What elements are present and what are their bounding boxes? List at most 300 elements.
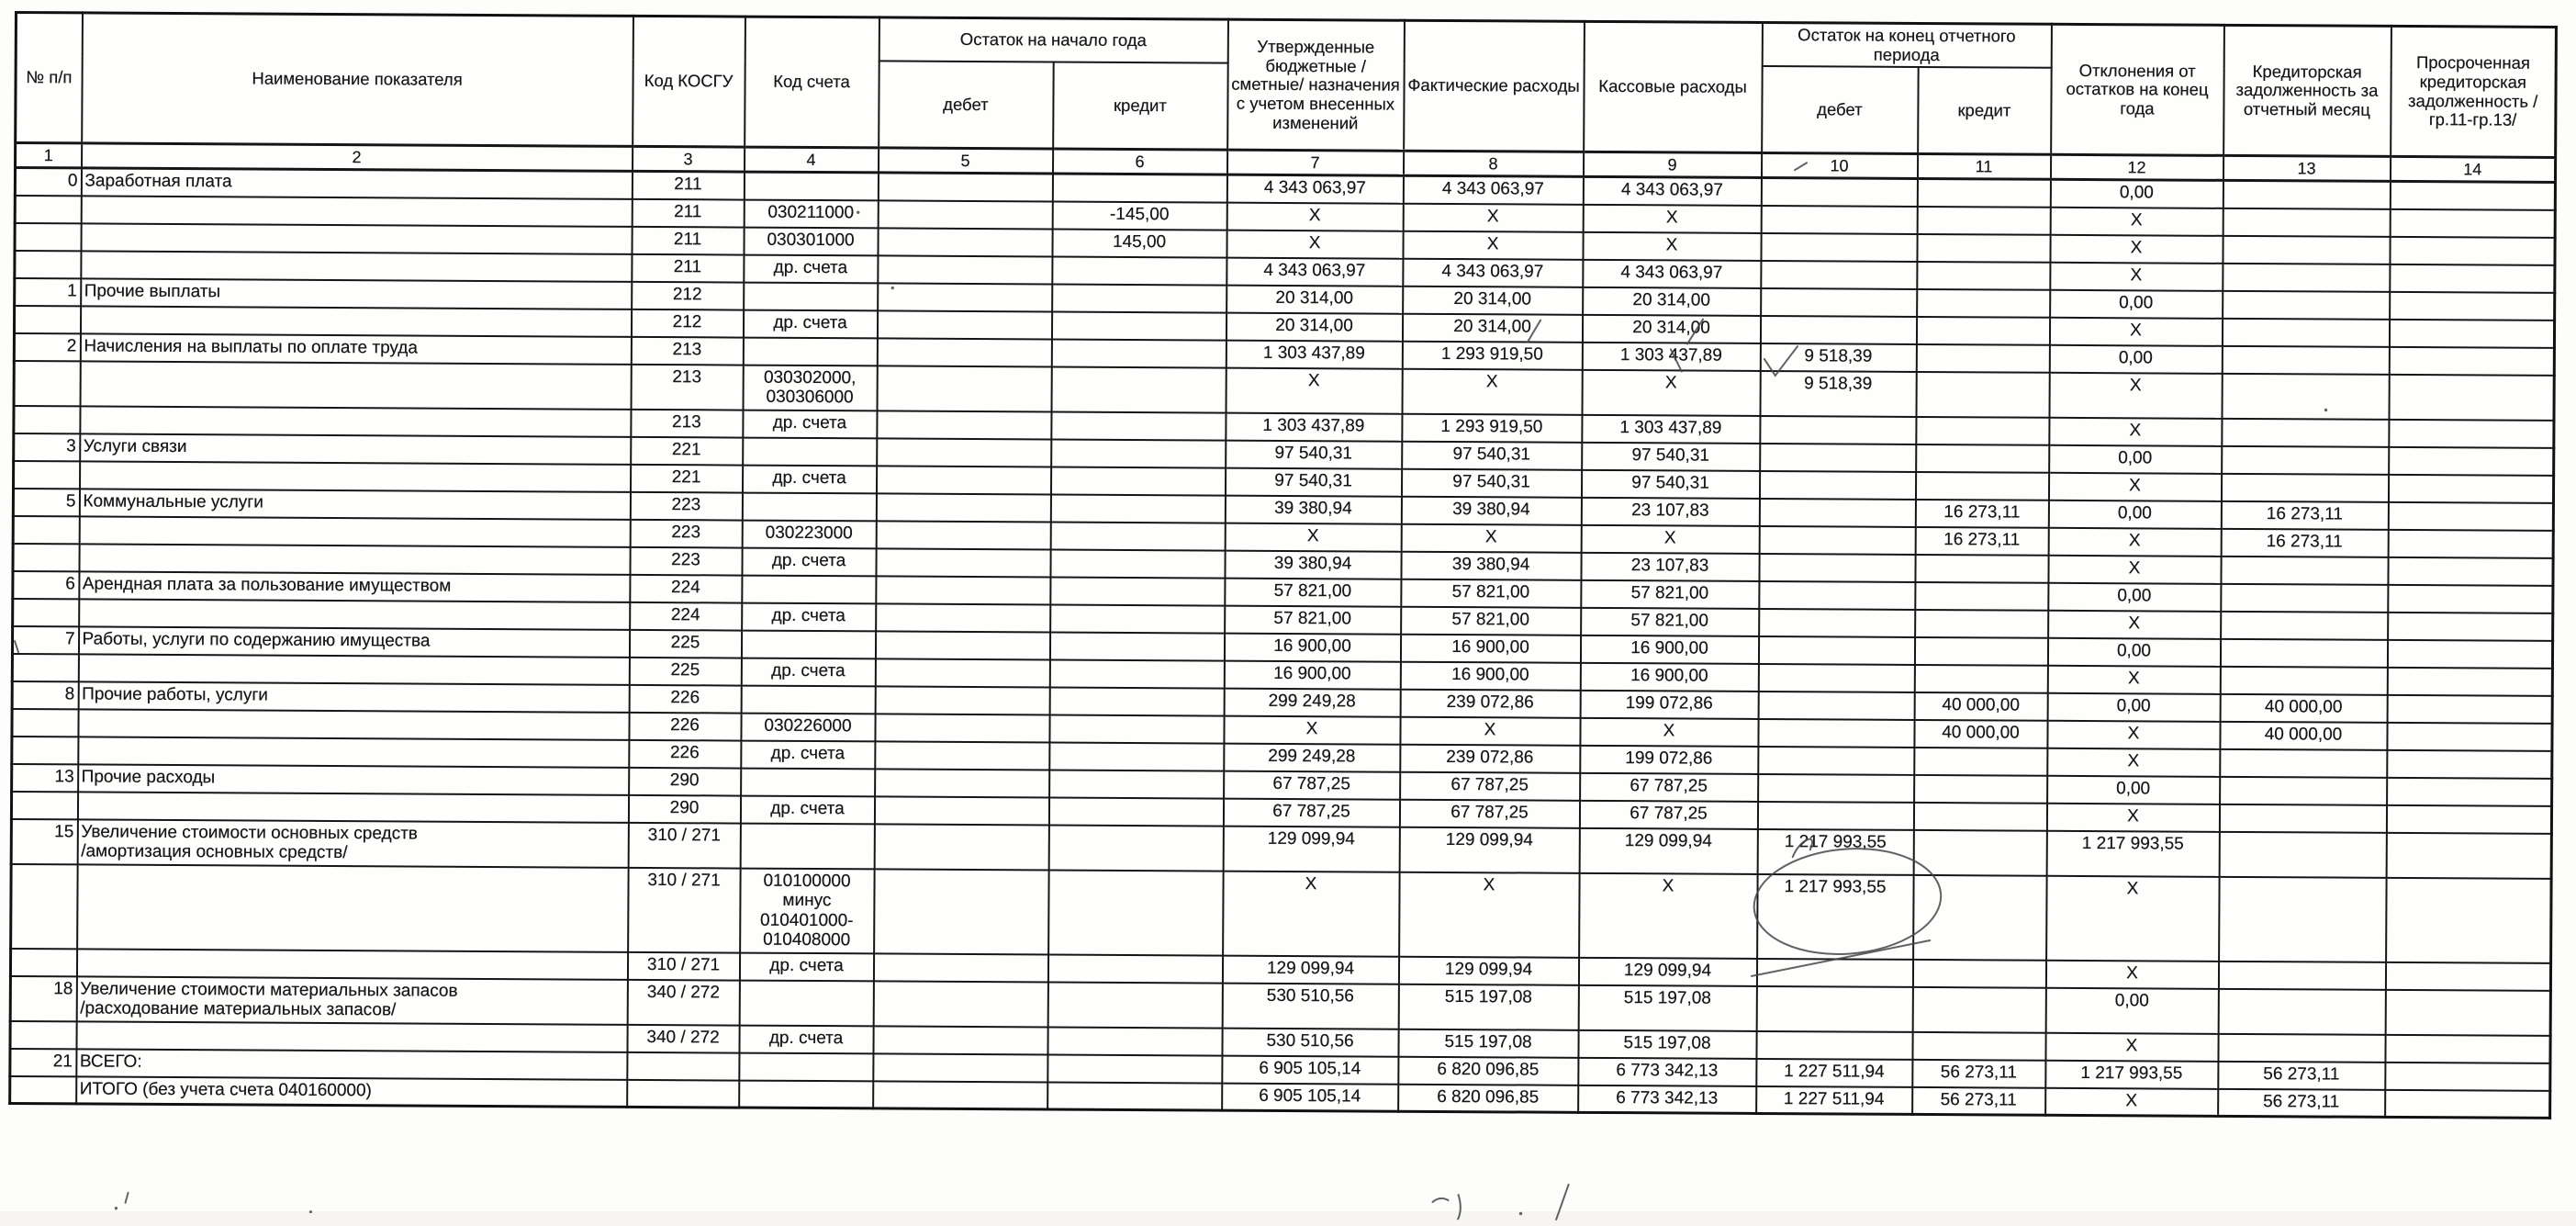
header-closing-debit: дебет [1762,66,1919,153]
cash-expenses: 67 787,25 [1579,801,1757,829]
indicator-name [76,949,627,979]
deviation-year-end: X [2050,235,2223,264]
overdue-creditor-debt [2388,530,2553,558]
cash-expenses: 16 900,00 [1580,635,1758,664]
row-number: 15 [11,819,77,864]
closing-debit [1758,774,1914,803]
creditor-debt-month [2219,804,2386,833]
approved-budget: X [1225,523,1401,551]
opening-debit [877,438,1051,467]
kosgu-code: 223 [630,520,742,548]
opening-credit [1051,439,1226,467]
table-row [11,864,2551,963]
creditor-debt-month: 40 000,00 [2220,722,2387,750]
indicator-name [80,461,631,491]
actual-expenses: 515 197,08 [1398,1029,1578,1057]
actual-expenses: 67 787,25 [1400,772,1580,801]
actual-expenses: 67 787,25 [1399,800,1579,828]
kosgu-code: 310 / 271 [627,952,739,981]
overdue-creditor-debt [2385,962,2550,991]
creditor-debt-month: 16 273,11 [2221,501,2388,530]
closing-credit [1915,610,2048,638]
closing-debit [1761,206,1917,234]
deviation-year-end: X [2045,960,2218,988]
opening-credit [1052,284,1226,312]
closing-credit [1916,444,2049,473]
row-number: 13 [12,764,78,792]
account-code: др. счета [739,952,873,981]
creditor-debt-month [2220,639,2387,668]
kosgu-code: 226 [629,685,741,714]
creditor-debt-month [2221,474,2388,502]
kosgu-code: 224 [630,575,742,603]
closing-debit: 9 518,39 [1760,371,1916,417]
row-number [10,1021,76,1049]
row-number: 0 [15,168,81,196]
kosgu-code: 212 [631,309,743,338]
account-code [739,1080,873,1108]
account-code: др. счета [743,310,877,339]
opening-debit [877,411,1051,439]
approved-budget: X [1226,368,1402,414]
account-code: 030301000 [744,228,878,256]
deviation-year-end: 1 217 993,55 [2046,831,2219,877]
deviation-year-end: X [2045,1087,2218,1116]
approved-budget: 4 343 063,97 [1226,175,1403,204]
kosgu-code: 212 [632,282,744,310]
approved-budget: 39 380,94 [1225,495,1401,523]
header-row-groups [16,13,2556,72]
opening-credit [1049,714,1224,743]
indicator-name [78,709,629,739]
closing-credit [1916,317,2049,345]
opening-credit [1049,659,1224,688]
indicator-name: Прочие выплаты [81,278,632,309]
opening-credit [1050,494,1225,523]
creditor-debt-month [2222,346,2389,375]
deviation-year-end: X [2047,666,2220,694]
kosgu-code: 211 [632,227,744,255]
actual-expenses: X [1401,524,1581,553]
deviation-year-end: 0,00 [2047,638,2220,667]
closing-credit [1912,987,2045,1033]
opening-debit [874,824,1048,870]
cash-expenses: 4 343 063,97 [1583,177,1761,206]
account-code [742,492,876,521]
closing-credit [1917,262,2050,290]
row-number [13,544,79,571]
cash-expenses: 20 314,00 [1582,315,1760,343]
opening-credit [1048,825,1223,871]
approved-budget: 299 249,28 [1224,743,1400,771]
closing-credit [1916,417,2049,445]
opening-credit [1050,467,1225,495]
closing-debit [1761,288,1917,317]
overdue-creditor-debt [2388,557,2553,586]
row-number: 8 [12,681,78,709]
column-number: 8 [1403,152,1583,177]
kosgu-code: 225 [629,658,741,686]
cash-expenses: X [1583,205,1761,233]
opening-debit [876,548,1050,577]
kosgu-code: 213 [631,410,743,438]
row-number [10,1076,76,1104]
closing-debit [1759,526,1915,555]
approved-budget: 39 380,94 [1225,550,1401,579]
opening-debit [877,338,1051,366]
account-code: др. счета [744,255,878,284]
creditor-debt-month [2223,291,2390,320]
cash-expenses: 57 821,00 [1581,580,1759,609]
closing-credit: 40 000,00 [1914,692,2047,721]
indicator-name [80,306,631,336]
approved-budget: 16 900,00 [1224,633,1400,661]
kosgu-code: 340 / 272 [627,1024,739,1052]
overdue-creditor-debt [2390,237,2555,265]
opening-credit [1050,549,1225,578]
deviation-year-end: 0,00 [2049,445,2222,474]
closing-debit [1760,444,1916,472]
account-code [743,338,877,366]
opening-credit [1048,797,1223,826]
actual-expenses: 129 099,94 [1399,827,1579,873]
actual-expenses: 129 099,94 [1398,956,1578,984]
row-number: 7 [12,626,78,654]
closing-debit: 1 217 993,55 [1757,829,1913,875]
closing-credit [1916,372,2049,418]
creditor-debt-month [2219,877,2387,962]
closing-debit [1756,986,1912,1032]
opening-debit [873,1053,1047,1082]
column-number: 3 [633,147,745,173]
approved-budget: 4 343 063,97 [1226,258,1403,287]
account-code [741,630,875,658]
closing-credit [1917,179,2050,208]
opening-credit [1051,411,1226,440]
actual-expenses: 20 314,00 [1402,314,1582,343]
account-code: др. счета [740,795,874,824]
closing-credit [1916,344,2049,373]
indicator-name: Услуги связи [80,433,631,464]
closing-debit [1759,609,1915,637]
closing-debit: 9 518,39 [1760,343,1916,372]
row-number: 2 [14,333,80,361]
deviation-year-end: 0,00 [2049,345,2222,374]
overdue-creditor-debt [2388,585,2553,613]
opening-debit [875,714,1049,742]
indicator-name: Арендная плата за пользование имуществом [79,571,630,602]
actual-expenses: 1 293 919,50 [1402,342,1582,370]
header-closing-credit: кредит [1918,67,2052,154]
actual-expenses: 20 314,00 [1403,287,1583,315]
closing-debit [1759,471,1915,500]
kosgu-code: 340 / 272 [627,980,739,1026]
row-number [15,223,81,251]
creditor-debt-month [2222,446,2389,475]
indicator-name: Прочие работы, услуги [78,681,629,712]
row-number: 18 [10,976,76,1021]
row-number [13,599,79,626]
cash-expenses: 97 540,31 [1581,470,1759,499]
indicator-name [79,516,630,546]
header-opening-debit: дебет [879,62,1054,150]
cash-expenses: 129 099,94 [1579,828,1757,874]
cash-expenses: 4 343 063,97 [1583,260,1761,288]
closing-credit [1914,665,2047,693]
cash-expenses: 1 303 437,89 [1582,343,1760,371]
deviation-year-end: X [2046,876,2220,962]
pen-mark-dot [1519,1212,1522,1215]
column-number: 13 [2223,156,2390,182]
overdue-creditor-debt [2386,805,2551,834]
deviation-year-end: X [2050,208,2223,236]
indicator-name: Коммунальные услуги [79,489,630,519]
approved-budget: X [1226,203,1403,231]
creditor-debt-month [2221,612,2388,640]
closing-credit: 56 273,11 [1912,1060,2045,1088]
opening-debit [878,200,1052,229]
deviation-year-end: X [2048,528,2221,557]
cash-expenses: 6 773 342,13 [1578,1085,1756,1113]
closing-credit [1915,555,2048,583]
kosgu-code: 211 [632,254,744,283]
account-code [741,768,875,796]
kosgu-code: 226 [629,713,741,741]
account-code [742,575,876,603]
creditor-debt-month [2218,1033,2385,1062]
header-deviations: Отклонения от остатков на конец года [2051,24,2224,156]
closing-credit [1917,207,2050,235]
actual-expenses: 4 343 063,97 [1403,259,1583,287]
opening-debit [874,869,1049,954]
actual-expenses: 16 900,00 [1400,662,1580,691]
column-number: 1 [16,143,82,168]
actual-expenses: 6 820 096,85 [1398,1084,1578,1112]
header-approved-budget: Утвержденные бюджетные /сметные/ назначения с учетом внесенных изменений [1227,19,1405,152]
header-creditor-debt: Кредиторская задолженность за отчетный месяц [2223,25,2391,156]
approved-budget: X [1226,231,1403,259]
kosgu-code: 226 [629,740,741,769]
overdue-creditor-debt [2387,695,2552,724]
cash-expenses: 97 540,31 [1582,443,1760,471]
closing-credit [1913,803,2046,831]
row-number [11,864,78,949]
closing-debit [1761,233,1917,262]
kosgu-code: 224 [630,602,742,631]
closing-credit: 40 000,00 [1914,720,2047,748]
cash-expenses: X [1583,232,1761,261]
actual-expenses: 39 380,94 [1401,552,1581,580]
approved-budget: 1 303 437,89 [1226,341,1402,369]
closing-debit: 1 227 511,94 [1756,1086,1912,1115]
approved-budget: 67 787,25 [1224,770,1400,799]
kosgu-code: 225 [629,630,741,658]
actual-expenses: X [1400,717,1580,746]
deviation-year-end: X [2048,556,2221,584]
approved-budget: 129 099,94 [1223,826,1399,872]
overdue-creditor-debt [2390,209,2555,238]
cash-expenses: 129 099,94 [1578,958,1756,986]
account-code: др. счета [742,547,876,576]
overdue-creditor-debt [2385,1035,2550,1063]
opening-credit [1050,604,1225,633]
account-code: 030226000 [741,713,875,741]
indicator-name [80,361,631,409]
account-code [741,685,875,714]
creditor-debt-month [2223,208,2390,237]
row-number [12,654,78,681]
closing-debit [1760,316,1916,344]
indicator-name: ИТОГО (без учета счета 040160000) [76,1076,627,1107]
deviation-year-end: 0,00 [2045,987,2218,1033]
overdue-creditor-debt [2389,447,2554,476]
header-overdue-creditor-debt: Просроченная кредиторская задолженность /гр.11-гр.13/ [2391,26,2557,157]
cash-expenses: 1 303 437,89 [1582,415,1760,444]
closing-debit [1758,692,1914,720]
closing-debit [1757,802,1913,830]
closing-credit [1914,775,2047,804]
indicator-name [78,737,629,767]
closing-debit [1758,636,1914,665]
actual-expenses: 6 820 096,85 [1398,1056,1578,1085]
actual-expenses: 97 540,31 [1401,469,1581,498]
opening-debit [877,366,1051,411]
opening-debit [878,283,1052,311]
closing-debit [1761,178,1917,207]
actual-expenses: 515 197,08 [1398,984,1578,1029]
opening-debit [878,255,1052,284]
approved-budget: 1 303 437,89 [1226,412,1402,441]
approved-budget: 16 900,00 [1224,660,1400,689]
kosgu-code: 223 [630,547,742,576]
deviation-year-end: 0,00 [2047,776,2220,804]
kosgu-code: 290 [628,795,740,824]
overdue-creditor-debt [2389,320,2554,348]
closing-credit [1914,637,2047,666]
row-number [14,361,80,406]
account-code: 030223000 [742,520,876,548]
actual-expenses: 4 343 063,97 [1403,176,1583,205]
header-row-number: № п/п [16,13,83,144]
row-number [15,196,81,223]
closing-debit [1760,416,1916,444]
actual-expenses: X [1403,204,1583,232]
approved-budget: 97 540,31 [1226,440,1402,468]
indicator-name: Работы, услуги по содержанию имущества [78,626,629,657]
opening-debit [873,981,1047,1027]
opening-debit [875,631,1049,659]
opening-debit [873,953,1047,982]
approved-budget: 67 787,25 [1223,798,1399,827]
account-code [739,1052,873,1081]
overdue-creditor-debt [2387,778,2552,806]
row-number [12,737,78,764]
row-number [11,792,77,819]
cash-expenses: 199 072,86 [1580,746,1758,774]
cash-expenses: 23 107,83 [1581,553,1759,581]
kosgu-code: 211 [632,199,744,228]
approved-budget: 97 540,31 [1225,467,1401,496]
actual-expenses: 97 540,31 [1402,442,1582,470]
kosgu-code: 290 [629,768,741,796]
closing-debit [1758,747,1914,775]
overdue-creditor-debt [2390,264,2555,293]
closing-debit [1759,499,1915,527]
overdue-creditor-debt [2385,1063,2550,1091]
row-number: 6 [13,571,79,599]
table-header [16,13,2557,183]
deviation-year-end: 0,00 [2050,290,2223,319]
deviation-year-end: 0,00 [2048,501,2221,529]
deviation-year-end: X [2049,373,2222,419]
cash-expenses: 199 072,86 [1580,691,1758,719]
row-number [14,461,80,489]
closing-credit [1915,582,2048,611]
creditor-debt-month: 56 273,11 [2218,1061,2385,1089]
closing-debit [1756,959,1912,987]
column-number: 9 [1583,152,1761,178]
approved-budget: 20 314,00 [1226,286,1403,314]
creditor-debt-month: 40 000,00 [2220,694,2387,723]
account-code: др. счета [742,602,876,631]
closing-credit [1917,289,2050,318]
opening-credit [1051,366,1226,412]
approved-budget: 6 905 105,14 [1222,1083,1398,1111]
deviation-year-end: X [2049,418,2222,446]
deviation-year-end: X [2045,1032,2218,1061]
approved-budget: 6 905 105,14 [1222,1055,1398,1084]
row-number [10,949,76,976]
indicator-name [77,792,628,822]
deviation-year-end: X [2047,721,2220,749]
overdue-creditor-debt [2385,1090,2550,1119]
creditor-debt-month [2222,374,2389,420]
indicator-name [80,406,631,436]
opening-credit [1049,632,1224,660]
deviation-year-end: X [2049,318,2222,346]
opening-debit [875,741,1049,770]
opening-debit [876,466,1050,494]
kosgu-code [627,1079,739,1108]
opening-debit [874,796,1048,825]
account-code [744,283,878,311]
approved-budget: 299 249,28 [1224,688,1400,716]
column-number: 10 [1761,153,1917,179]
header-kosgu-code: Код КОСГУ [633,16,745,147]
overdue-creditor-debt [2385,990,2550,1036]
opening-debit [878,173,1052,201]
opening-debit [873,1026,1047,1054]
cash-expenses: 6 773 342,13 [1578,1057,1756,1085]
closing-debit [1761,261,1917,289]
deviation-year-end: 0,00 [2047,693,2220,722]
actual-expenses: X [1402,369,1582,415]
indicator-name: Прочие расходы [78,764,629,794]
opening-credit [1047,982,1222,1028]
account-code: 030302000, 030306000 [743,366,877,411]
creditor-debt-month [2222,419,2389,447]
creditor-debt-month [2223,181,2390,209]
column-number: 14 [2390,157,2555,183]
opening-debit [876,521,1050,549]
opening-debit [875,658,1049,687]
cash-expenses: 16 900,00 [1580,663,1758,692]
actual-expenses: 239 072,86 [1400,690,1580,718]
deviation-year-end: X [2047,748,2220,777]
indicator-name: Увеличение стоимости материальных запасов /расходование материальных запасов/ [76,976,627,1024]
opening-debit [875,686,1049,714]
kosgu-code: 221 [630,465,742,493]
